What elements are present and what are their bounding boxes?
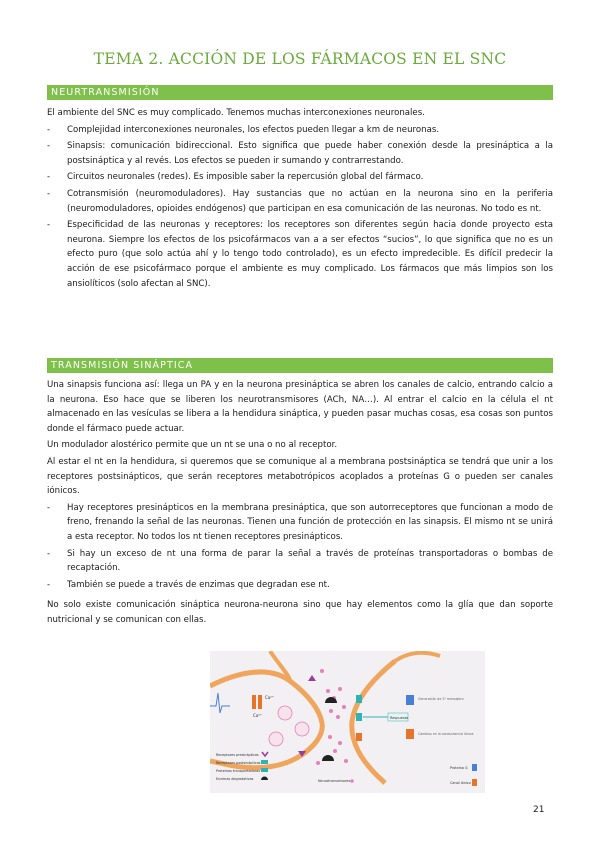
list-item: [47, 501, 553, 545]
calcium-label: Ca²⁺: [265, 695, 274, 700]
bullet-dash: -: [47, 548, 51, 559]
action-potential-trace: [210, 693, 230, 713]
list-item-text: Circuitos neuronales (redes). Es imposible saber la repercusión global del fármaco.: [67, 172, 424, 183]
list-item-text: Complejidad interconexiones neuronales, los efectos pueden llegar a km de neuronas.: [67, 124, 440, 135]
list-item-text: Cotransmisión (neuromoduladores). Hay sustancias que no actúan en la neurona sino en la periferia (neuromoduladores, opioides endógenos) que participan en esa comunicación de las neuronas. No todo es nt.: [67, 188, 553, 214]
bullet-dash: -: [47, 141, 51, 152]
page-number: 21: [533, 805, 545, 815]
bullet-dash: -: [47, 579, 51, 590]
legend-presynaptic-icon: [262, 752, 268, 756]
list-item: [47, 123, 553, 138]
section-body-transmision-sinaptica: [47, 378, 553, 630]
list-item-text: Sinapsis: comunicación bidireccional. Esto significa que puede haber conexión desde la presináptica a la postsináptica y al revés. Los efectos se pueden ir sumando y contrarrestando.: [67, 141, 553, 166]
postsynaptic-receptor-icon: [356, 713, 362, 721]
postsynaptic-membrane: [352, 661, 395, 783]
synapse-diagram: [210, 651, 485, 793]
list-item: [47, 218, 553, 291]
list-item: [47, 170, 553, 185]
dendrite: [395, 653, 440, 661]
bullet-dash: -: [47, 502, 51, 513]
list-item-text: También se puede a través de enzimas que degradan ese nt.: [67, 579, 330, 590]
legend-ion-channel-icon: [472, 779, 477, 786]
legend-item: Enzimas degradativas: [216, 777, 254, 781]
list-item-text: Especificidad de las neuronas y receptores: los receptores son diferentes según hacia donde proyecto esta neurona. Siempre los efectos de los psicofármacos van a a ser efectos “sucios”, lo que significa que no es un efecto puro (que solo actúa ahí y lo tengo todo controlado), es un efecto impredecible. Es difícil predecir la acción de ese psicofármaco porque el ambiente es muy complicado. Los fármacos que más limpios son los ansiolíticos (solo afectan al SNC).: [67, 220, 553, 289]
section-heading-neurotransmision: NEURTRANSMISIÓN: [47, 85, 553, 100]
legend-protein-g-icon: [472, 764, 477, 771]
paragraph: Una sinapsis funciona así: llega un PA y en la neurona presináptica se abren los canales de calcio, entrando calcio a la neurona. Eso hace que se liberen los neurotransmisores (ACh, NA…). Al entrar el calcio en la célula el nt almacenado en las vesículas se libera a la hendidura sináptica, y pueden pasar muchas cosas, esa cosas son puntos donde el fármaco puede actuar.: [47, 380, 553, 434]
synapse-figure: [210, 651, 485, 793]
list-item-text: Hay receptores presinápticos en la membrana presináptica, que son autorreceptores que funcionan a modo de freno, frenando la señal de las neuronas. Tienen una función de protección en las sinapsis. El mismo nt se unirá a esta receptor. No todos los nt tienen receptores presinápticos.: [67, 502, 553, 542]
legend-postsynaptic-icon: [261, 760, 268, 764]
legend-neurotransmitter-icon: [350, 779, 354, 783]
bullet-dash: -: [47, 124, 51, 135]
legend-enzyme-icon: [261, 777, 268, 781]
enzyme-icon: [322, 755, 334, 761]
section-heading-transmision-sinaptica: TRANSMISIÓN SINÁPTICA: [47, 358, 553, 373]
paragraph: No solo existe comunicación sináptica neurona-neurona sino que hay elementos como la glía que dan soporte nutricional y se comunican con ellas.: [47, 600, 553, 625]
list-item: [47, 547, 553, 576]
protein-g-label: Proteína G: [450, 766, 468, 770]
calcium-label: Ca²⁺: [253, 713, 262, 718]
calcium-channel-icon: [258, 695, 262, 709]
paragraph: El ambiente del SNC es muy complicado. Tenemos muchas interconexiones neuronales.: [47, 108, 425, 118]
bullet-dash: -: [47, 220, 51, 231]
postsynaptic-receptor-icon: [356, 695, 362, 703]
legend-item: Receptores postsinápticos: [216, 761, 261, 765]
protein-g-icon: [406, 695, 414, 705]
legend-item: Proteínas transportadoras: [216, 769, 261, 773]
paragraph: Un modulador alostérico permite que un nt se una o no al receptor.: [47, 440, 338, 451]
vesicle: [269, 732, 283, 746]
list-item: [47, 139, 553, 168]
vesicle: [278, 706, 292, 720]
response-label: Respuesta: [390, 716, 409, 720]
page-title: TEMA 2. ACCIÓN DE LOS FÁRMACOS EN EL SNC: [93, 50, 507, 68]
bullet-dash: -: [47, 188, 51, 199]
ion-channel-icon: [356, 733, 362, 741]
bullet-dash: -: [47, 172, 51, 183]
paragraph: Al estar el nt en la hendidura, si queremos que se comunique al a membrana postsináptica se tendrá que unir a los receptores postsinápticos, que serán receptores metabotrópicos acoplados a proteínas G o pueden ser canales iónicos.: [47, 456, 553, 497]
list-item: [47, 578, 553, 593]
vesicle: [295, 722, 309, 736]
section-body-neurotransmision: [47, 106, 553, 293]
ion-channel-label: Canal iónico: [450, 781, 471, 785]
presynaptic-receptor-icon: [308, 675, 316, 681]
legend-transporter-icon: [261, 768, 268, 772]
legend-item: Receptores presinápticos: [216, 753, 259, 757]
list-item: [47, 187, 553, 216]
calcium-channel-icon: [252, 695, 256, 709]
second-messenger-label: Generación de 2º mensajero: [418, 697, 464, 701]
list-item-text: Si hay un exceso de nt una forma de parar la señal a través de proteínas transportadoras o bombas de recaptación.: [67, 548, 553, 574]
ion-change-label: Cambios en la conductancia iónica: [418, 732, 474, 736]
ion-channel-icon: [406, 729, 414, 739]
neurotransmitter-label: Neurotransmisores: [318, 779, 351, 783]
